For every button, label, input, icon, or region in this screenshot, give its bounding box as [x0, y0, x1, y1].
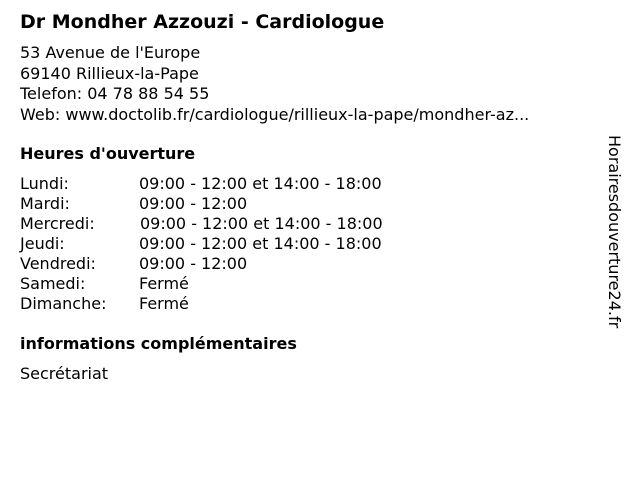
- day-label: Mardi:: [20, 194, 70, 213]
- time-value: 09:00 - 12:00 et 14:00 - 18:00: [140, 214, 383, 233]
- phone-number: Telefon: 04 78 88 54 55: [20, 84, 210, 103]
- website-link[interactable]: Web: www.doctolib.fr/cardiologue/rillieux-la-pape/mondher-az...: [20, 104, 530, 124]
- site-watermark: Horairesdouverture24.fr: [605, 135, 624, 329]
- day-label: Mercredi:: [20, 214, 95, 233]
- day-label: Dimanche:: [20, 294, 107, 313]
- time-value: 09:00 - 12:00 et 14:00 - 18:00: [139, 234, 382, 253]
- page-title: Dr Mondher Azzouzi - Cardiologue: [20, 11, 385, 33]
- time-value: 09:00 - 12:00: [139, 194, 248, 213]
- time-value: 09:00 - 12:00 et 14:00 - 18:00: [139, 174, 382, 193]
- day-label: Jeudi:: [20, 234, 65, 253]
- day-label: Lundi:: [20, 174, 69, 193]
- hours-heading: Heures d'ouverture: [20, 144, 196, 163]
- contact-block: [20, 43, 529, 125]
- time-value: Fermé: [139, 274, 189, 293]
- time-value: Fermé: [139, 294, 189, 313]
- street-address: 53 Avenue de l'Europe: [20, 43, 201, 62]
- city-address: 69140 Rillieux-la-Pape: [20, 63, 199, 83]
- time-value: 09:00 - 12:00: [139, 254, 248, 273]
- day-label: Samedi:: [20, 274, 86, 293]
- info-heading: informations complémentaires: [20, 334, 297, 353]
- day-label: Vendredi:: [20, 254, 96, 273]
- info-text: Secrétariat: [20, 364, 109, 383]
